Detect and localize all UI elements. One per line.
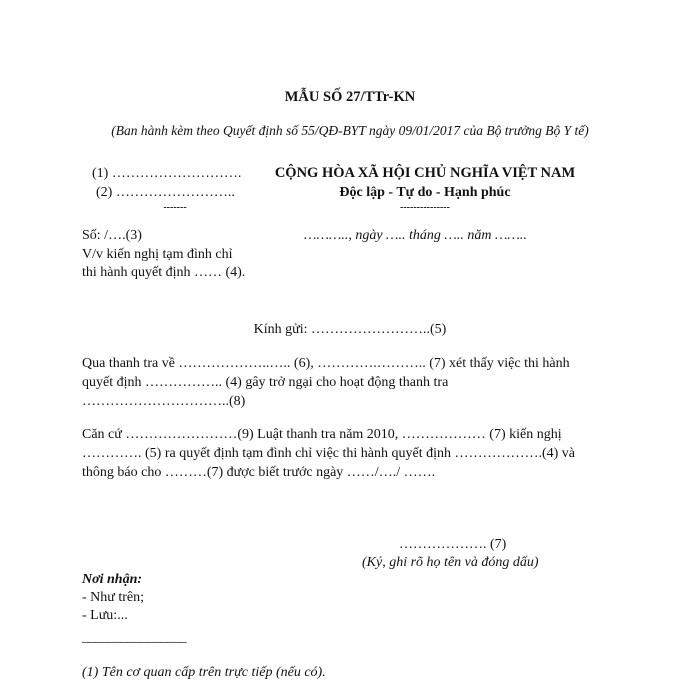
nation-title: CỘNG HÒA XÃ HỘI CHỦ NGHĨA VIỆT NAM bbox=[274, 165, 576, 181]
paragraph1-line2: quyết định …………….. (4) gây trở ngại cho hoạt động thanh tra bbox=[82, 375, 449, 390]
agency-name-line: (2) …………………….. bbox=[96, 185, 235, 200]
signature-line: ………………. (7) bbox=[399, 537, 507, 552]
paragraph2-line3: thông báo cho ………(7) được biết trước ngày ……/…./ ……. bbox=[82, 465, 436, 480]
paragraph2-line2: …………. (5) ra quyết định tạm đình chỉ việc thi hành quyết định ……………….(4) và bbox=[82, 446, 576, 461]
motto-underline: --------------- bbox=[400, 202, 450, 213]
paragraph1-line1: Qua thanh tra về ………………..….. (6), ………….……….. (7) xét thấy việc thi hành bbox=[82, 356, 570, 371]
issued-by-note: (Ban hành kèm theo Quyết định số 55/QĐ-BYT ngày 09/01/2017 của Bộ trưởng Bộ Y tế) bbox=[111, 123, 589, 138]
footnote-rule: ________________ bbox=[82, 630, 186, 645]
recipients-item-1: - Như trên; bbox=[82, 590, 145, 605]
signature-note: (Ký, ghi rõ họ tên và đóng dấu) bbox=[362, 555, 539, 570]
agency-parent-line: (1) ………………………. bbox=[92, 166, 242, 181]
nation-motto: Độc lập - Tự do - Hạnh phúc bbox=[339, 185, 511, 200]
subject-line-2: thi hành quyết định …… (4). bbox=[82, 265, 246, 280]
paragraph2-line1: Căn cứ ……………………(9) Luật thanh tra năm 2010, ……………… (7) kiến nghị bbox=[82, 427, 562, 442]
paragraph1-line3: …………………………..(8) bbox=[82, 394, 246, 409]
date-line: ……….., ngày ….. tháng ….. năm …….. bbox=[304, 228, 527, 243]
document-number: Số: /….(3) bbox=[82, 228, 142, 243]
subject-line-1: V/v kiến nghị tạm đình chỉ bbox=[82, 247, 233, 262]
recipient-line: Kính gửi: ……………………..(5) bbox=[253, 322, 447, 337]
form-title: MẪU SỐ 27/TTr-KN bbox=[284, 89, 416, 105]
footnote-1: (1) Tên cơ quan cấp trên trực tiếp (nếu có). bbox=[82, 665, 326, 680]
recipients-item-2: - Lưu:... bbox=[82, 608, 128, 623]
recipients-heading: Nơi nhận: bbox=[82, 572, 143, 587]
agency-underline: ------- bbox=[163, 202, 187, 213]
